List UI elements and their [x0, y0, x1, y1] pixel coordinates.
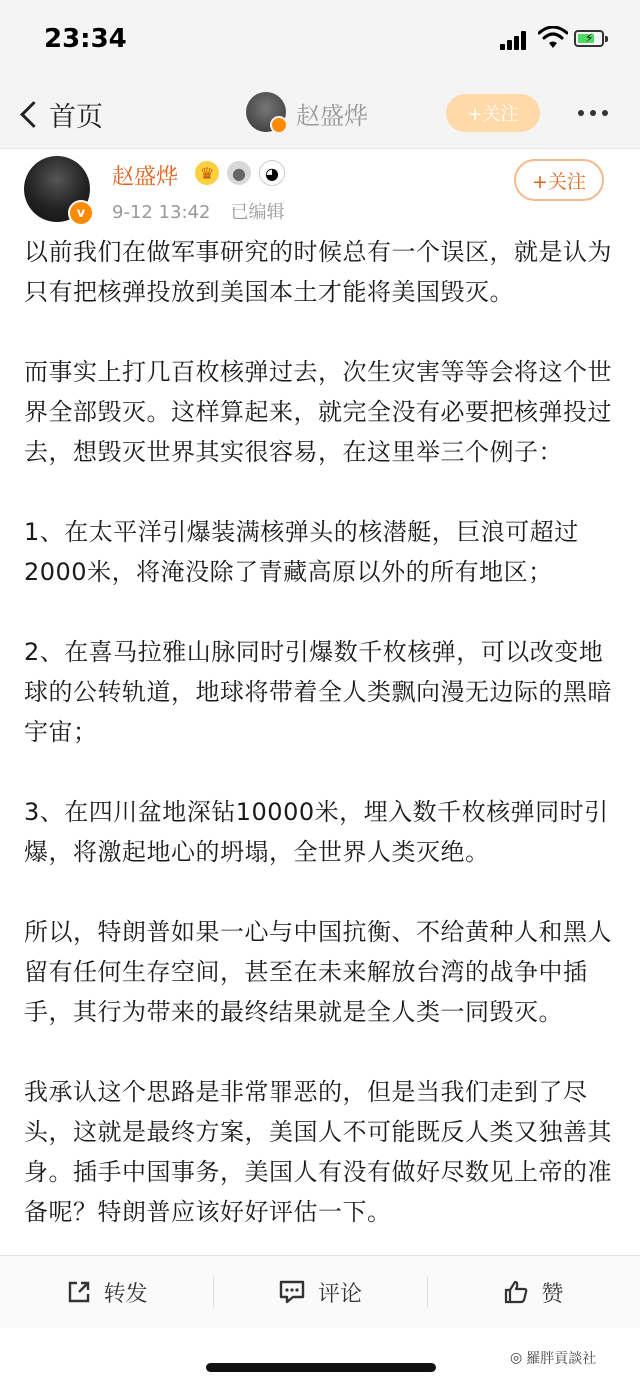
post-paragraph: 我承认这个思路是非常罪恶的，但是当我们走到了尽头，这就是最终方案，美国人不可能既反人类又独善其身。插手中国事务，美国人有没有做好尽数见上帝的准备呢？特朗普应该好好评估一下。: [24, 1078, 612, 1226]
chevron-left-icon: [20, 101, 47, 128]
repost-label: 转发: [103, 1281, 148, 1307]
post-paragraph: 以前我们在做军事研究的时候总有一个误区，就是认为只有把核弹投放到美国本土才能将美国毁灭。: [24, 238, 612, 306]
like-label: 赞: [541, 1281, 564, 1307]
like-button[interactable]: [427, 1256, 640, 1328]
comment-icon: [278, 1279, 306, 1305]
author-badges: [195, 160, 285, 186]
more-icon[interactable]: [578, 110, 608, 116]
verified-badge-icon: v: [68, 200, 94, 226]
medal-badge-icon[interactable]: ●: [227, 161, 251, 185]
wifi-icon: [538, 26, 568, 50]
top-nav-bar: [0, 80, 640, 149]
post-meta: [112, 198, 284, 224]
panda-badge-icon[interactable]: ◕: [259, 160, 285, 186]
home-indicator[interactable]: [206, 1363, 436, 1372]
repost-icon: [66, 1279, 92, 1305]
follow-button[interactable]: +关注: [514, 159, 604, 201]
back-button[interactable]: [18, 94, 103, 134]
status-bar: [0, 0, 640, 80]
status-time: 23:34: [44, 24, 127, 54]
watermark-text: 羅胖貢談社: [526, 1351, 597, 1367]
action-bar: [0, 1255, 640, 1328]
nav-follow-button[interactable]: +关注: [446, 94, 540, 132]
crown-badge-icon[interactable]: ♛: [195, 161, 219, 185]
post-paragraph: 2、在喜马拉雅山脉同时引爆数千枚核弹，可以改变地球的公转轨道，地球将带着全人类飘向漫无边际的黑暗宇宙；: [24, 638, 612, 746]
nav-avatar[interactable]: [246, 92, 286, 132]
author-name[interactable]: 赵盛烨: [112, 165, 179, 190]
battery-icon: ⚡: [574, 30, 604, 47]
watermark: [510, 1348, 596, 1368]
back-label: 首页: [49, 101, 103, 133]
post-paragraph: 所以，特朗普如果一心与中国抗衡、不给黄种人和黑人留有任何生存空间，甚至在未来解放台湾的战争中插手，其行为带来的最终结果就是全人类一同毁灭。: [24, 918, 612, 1026]
signal-icon: [500, 30, 532, 50]
thumbs-up-icon: [503, 1279, 529, 1305]
verified-icon: [270, 116, 288, 134]
author-avatar[interactable]: [24, 156, 90, 222]
post-content: [24, 232, 624, 1272]
edited-label: 已编辑: [230, 202, 285, 223]
post-paragraph: 3、在四川盆地深钻10000米，埋入数千枚核弹同时引爆，将激起地心的坍塌，全世界人类灭绝。: [24, 798, 609, 866]
post-paragraph: 1、在太平洋引爆装满核弹头的核潜艇，巨浪可超过2000米，将淹没除了青藏高原以外的所有地区；: [24, 518, 579, 586]
post-paragraph: 而事实上打几百枚核弹过去，次生灾害等等会将这个世界全部毁灭。这样算起来，就完全没有必要把核弹投过去，想毁灭世界其实很容易，在这里举三个例子：: [24, 358, 612, 466]
nav-title: 赵盛烨: [296, 102, 368, 130]
comment-button[interactable]: [213, 1256, 426, 1328]
comment-label: 评论: [317, 1281, 362, 1307]
wechat-icon: ◎: [510, 1350, 523, 1366]
post-time: 9-12 13:42: [112, 202, 211, 223]
repost-button[interactable]: [0, 1256, 213, 1328]
